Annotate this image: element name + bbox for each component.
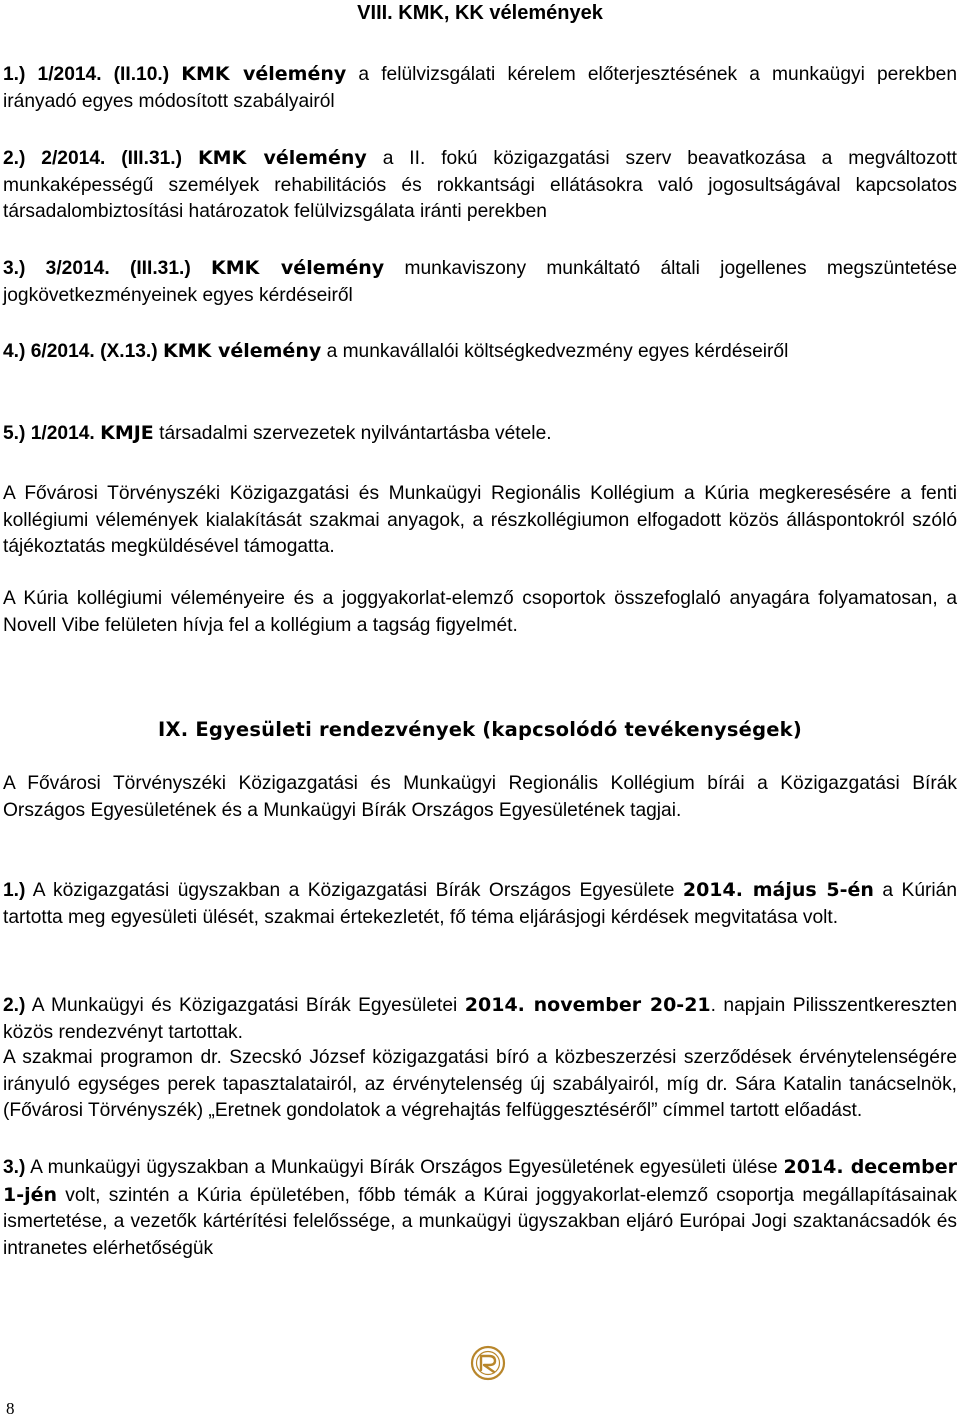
event-item-2-detail: A szakmai programon dr. Szecskó József közigazgatási bíró a közbeszerzési szerződések érvénytelenségére irányuló egységes perek tapasztalatairól, az érvénytelenség új szabályairól, míg dr. Sára Katalin tanácselnök, (Fővárosi Törvényszék) „Eretnek gondolatok a végrehajtás felfüggesztéséről” címmel tartott előadást.	[3, 1047, 957, 1121]
emblem-monogram	[481, 1356, 495, 1372]
opinion-type: KMJE	[100, 422, 154, 444]
event-date: 2014. november 20-21	[464, 994, 711, 1016]
event-text-post: . napjain Pilisszentkereszten közös rendezvényt tartottak.	[3, 995, 957, 1043]
event-date: 2014. december 1-jén	[3, 1156, 957, 1206]
section-8-paragraph-1: A Fővárosi Törvényszéki Közigazgatási és Munkaügyi Regionális Kollégium a Kúria megkeresésére a fenti kollégiumi vélemények kialakítását szakmai anyagok, a részkollégiumon elfogadott közös álláspontokról szóló tájékoztatás megküldésével támogatta.	[3, 483, 957, 557]
opinion-item-1	[3, 61, 957, 115]
event-text-pre: A munkaügyi ügyszakban a Munkaügyi Bírák Országos Egyesületének egyesületi ülése	[25, 1157, 784, 1178]
event-number: 2.)	[3, 995, 26, 1016]
opinion-text: munkaviszony munkáltató általi jogellenes megszüntetése jogkövetkezményeinek egyes kérdéseiről	[3, 258, 957, 306]
event-item-3	[3, 1154, 957, 1262]
event-text-pre: A Munkaügyi és Közigazgatási Bírák Egyesületei	[25, 995, 465, 1016]
opinion-number: 1.) 1/2014. (II.10.)	[3, 64, 170, 85]
opinion-number: 3.) 3/2014. (III.31.)	[3, 258, 191, 279]
event-item-1	[3, 877, 957, 931]
opinion-number: 2.) 2/2014. (III.31.)	[3, 148, 183, 169]
court-emblem-icon	[470, 1345, 506, 1381]
opinion-text: társadalmi szervezetek nyilvántartásba vétele.	[153, 423, 552, 444]
page-number: 8	[6, 1399, 15, 1418]
opinion-type: KMK vélemény	[197, 147, 367, 169]
event-text-pre: A közigazgatási ügyszakban a Közigazgatási Bírák Országos Egyesülete	[25, 880, 683, 901]
opinion-type: KMK vélemény	[211, 257, 385, 279]
event-text-post: volt, szintén a Kúria épületében, főbb témák a Kúrai joggyakorlat-elemző csoportja megállapításainak ismertetése, a vezetők kártérítési felelőssége, a munkaügyi ügyszakban eljáró Európai Jogi szaktanácsadók és intranetes elérhetőségük	[3, 1184, 957, 1259]
event-date: 2014. május 5-én	[682, 879, 874, 901]
opinion-text: a II. fokú közigazgatási szerv beavatkozása a megváltozott munkaképességű személyek rehabilitációs és rokkantsági ellátásokra való jogosultságával kapcsolatos társadalombiztosítási határozatok felülvizsgálata iránti perekben	[3, 148, 957, 222]
section-8-title: VIII. KMK, KK vélemények	[357, 2, 603, 24]
event-item-2	[3, 992, 957, 1046]
section-9-intro: A Fővárosi Törvényszéki Közigazgatási és Munkaügyi Regionális Kollégium bírái a Közigazgatási Bírák Országos Egyesületének és a Munkaügyi Bírák Országos Egyesületének tagjai.	[3, 773, 957, 821]
event-number: 3.)	[3, 1157, 26, 1178]
opinion-type: KMK vélemény	[163, 340, 322, 362]
opinion-item-5	[3, 420, 957, 448]
opinion-type: KMK vélemény	[181, 63, 347, 85]
opinion-item-4	[3, 338, 957, 366]
section-9-title: IX. Egyesületi rendezvények (kapcsolódó tevékenységek)	[158, 718, 802, 741]
event-text-post: a Kúrián tartotta meg egyesületi ülését, szakmai értekezletét, fő téma eljárásjogi kérdések megvitatása volt.	[3, 880, 957, 928]
opinion-text: a felülvizsgálati kérelem előterjesztésének a munkaügyi perekben irányadó egyes módosított szabályairól	[3, 64, 957, 112]
opinion-item-3	[3, 255, 957, 309]
opinion-text: a munkavállalói költségkedvezmény egyes kérdéseiről	[321, 341, 789, 362]
section-8-paragraph-2: A Kúria kollégiumi véleményeire és a joggyakorlat-elemző csoportok összefoglaló anyagára folyamatosan, a Novell Vibe felületen hívja fel a kollégium a tagság figyelmét.	[3, 588, 957, 636]
opinion-number: 5.) 1/2014.	[3, 423, 95, 444]
event-number: 1.)	[3, 880, 26, 901]
opinion-item-2	[3, 145, 957, 226]
opinion-number: 4.) 6/2014. (X.13.)	[3, 341, 158, 362]
